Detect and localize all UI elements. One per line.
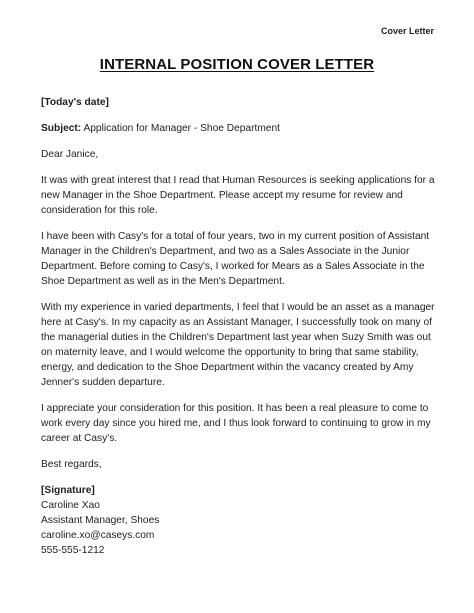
signer-name: Caroline Xao [41,500,100,511]
paragraph-interest: It was with great interest that I read that Human Resources is seeking applications for a new Manager in the Shoe Department. Please accept my resume for review and consideration for this role. [41,175,435,216]
signer-email: caroline.xo@caseys.com [41,530,155,541]
signature-block [41,483,437,558]
salutation: Dear Janice, [41,149,99,160]
header-tag: Cover Letter [380,26,434,36]
subject-label: Subject: [41,123,82,134]
date-placeholder: [Today's date] [41,97,109,108]
signature-placeholder: [Signature] [41,485,95,496]
paragraph-experience: I have been with Casy's for a total of four years, two in my current position of Assistant Manager in the Children's Department, and two as a Sales Associate in the Junior Department. Before coming to Casy's, I worked for Mears as a Sales Associate in the Shoe Department as well as in the Men's Department. [41,231,430,287]
signer-phone: 555-555-1212 [41,545,105,556]
subject-text: Application for Manager - Shoe Department [81,123,280,134]
letter-body [41,95,437,558]
subject-line [41,121,437,136]
closing: Best regards, [41,459,102,470]
paragraph-appreciation: I appreciate your consideration for this position. It has been a real pleasure to come to work every day since you hired me, and I thus look forward to continuing to grow in my career at Casy's. [41,403,431,444]
document-title: INTERNAL POSITION COVER LETTER [99,56,375,73]
signer-position: Assistant Manager, Shoes [41,515,160,526]
paragraph-qualifications: With my experience in varied departments, I feel that I would be an asset as a manager here at Casy's. In my capacity as an Assistant Manager, I successfully took on many of the managerial duties in the Children's Department last year when Suzy Smith was out on maternity leave, and I would welcome the opportunity to bring that same stability, energy, and dedication to the Shoe Department within the vacancy created by Amy Jenner's sudden departure. [41,302,435,388]
